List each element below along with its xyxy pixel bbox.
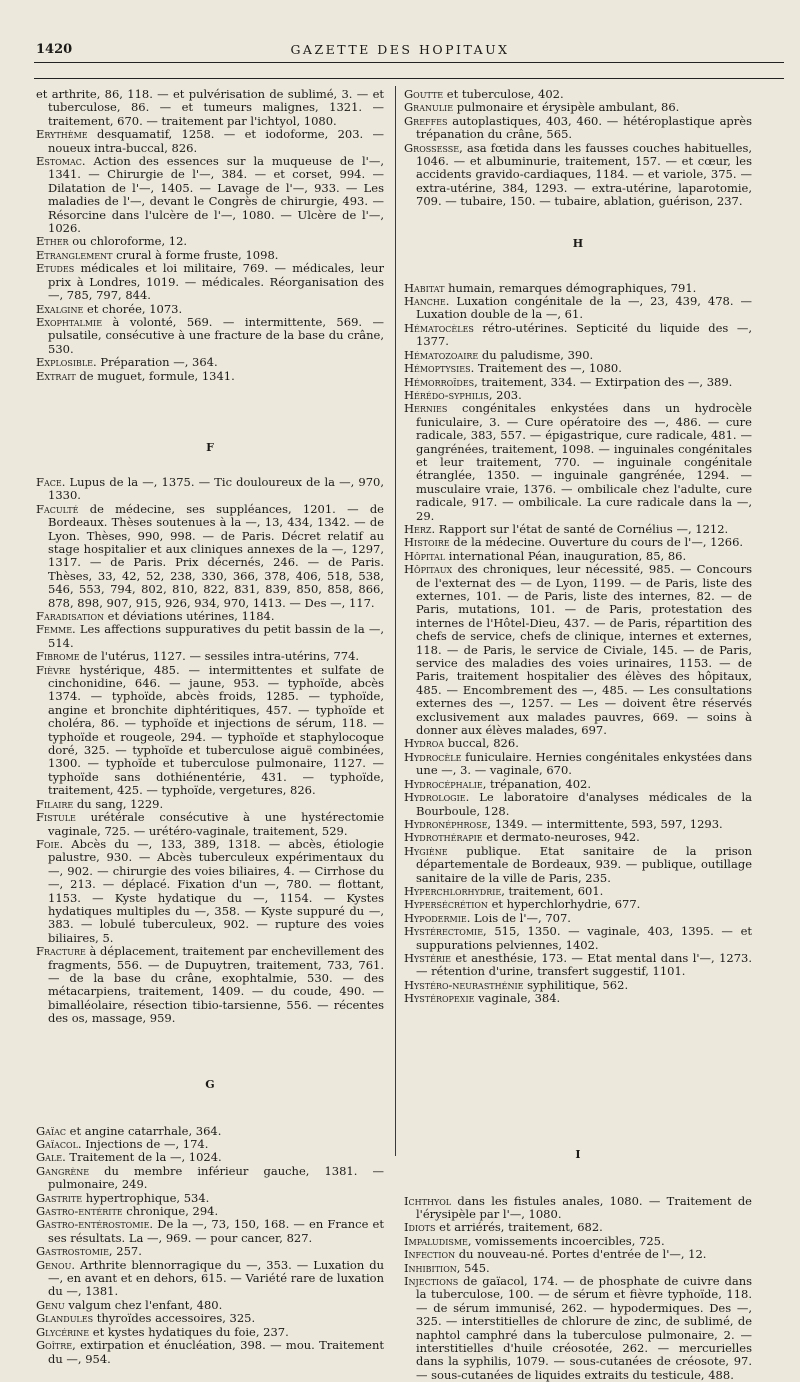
- entry-head: Fibrome: [36, 649, 80, 664]
- index-entry: [36, 155, 384, 235]
- entry-text: et tuberculose, 402.: [443, 87, 564, 101]
- entry-head: Gastrite: [36, 1190, 83, 1205]
- entry-text: dans les fistules anales, 1080. — Traitement de l'érysipèle par l'—, 1080.: [416, 1193, 752, 1221]
- entry-text: thyroïdes accessoires, 325.: [93, 1311, 256, 1326]
- entry-head: Explosible.: [36, 355, 97, 370]
- index-entry: [404, 1235, 752, 1248]
- entry-head: Fièvre: [36, 662, 71, 677]
- index-entry: [404, 295, 752, 322]
- index-entry: [36, 303, 384, 316]
- entry-head: Hérédo-syphilis,: [404, 387, 493, 402]
- entry-head: Glandules: [36, 1311, 94, 1326]
- index-entry: [404, 1195, 752, 1222]
- index-entry: [36, 798, 384, 811]
- left-column: [36, 88, 384, 1366]
- entry-head: Hypersécrétion: [404, 897, 488, 912]
- entry-text: 515, 1350. — vaginale, 403, 1395. — et suppurations pelviennes, 1402.: [416, 924, 752, 952]
- index-entry: [404, 349, 752, 362]
- index-entry: [36, 664, 384, 798]
- entry-head: Hernies: [404, 401, 448, 416]
- index-entry: [36, 1299, 384, 1312]
- index-entry: [36, 503, 384, 610]
- entry-head: Hyperchlorhydrie,: [404, 883, 505, 898]
- entry-head: Injections: [404, 1274, 459, 1289]
- index-entry: [404, 737, 752, 750]
- entry-text: traitement, 334. — Extirpation des —, 389.: [477, 374, 733, 389]
- entry-text: urétérale consécutive à une hystérectomie vaginale, 725. — urétéro-vaginale, traitement, 529.: [48, 810, 384, 838]
- entry-text: Préparation —, 364.: [96, 355, 218, 370]
- index-entry: [36, 356, 384, 369]
- entry-text: rétro-utérines. Septicité du liquide des —, 1377.: [416, 320, 752, 349]
- index-entry: [404, 898, 752, 911]
- entry-head: Hémoptysies.: [404, 361, 475, 376]
- entry-head: Hématozoaire: [404, 347, 479, 362]
- entry-text: desquamatif, 1258. — et iodoforme, 203. — noueux intra-buccal, 826.: [48, 127, 384, 155]
- index-entry: [36, 88, 384, 128]
- entry-head: Hôpitaux: [404, 562, 453, 577]
- index-entry: [36, 262, 384, 302]
- entry-text: publique. Etat sanitaire de la prison départementale de Bordeaux, 939. — publique, outillage sanitaire de la ville de Paris, 235.: [416, 843, 752, 885]
- entry-head: Hystéropexie: [404, 991, 475, 1006]
- right-column: [404, 88, 752, 1382]
- index-entry: [36, 1312, 384, 1325]
- entry-head: Genu: [36, 1297, 65, 1312]
- entry-head: Hystéro-neurasthénie: [404, 977, 524, 992]
- entry-head: Fistule: [36, 810, 76, 825]
- entry-head: Erythème: [36, 127, 88, 142]
- entry-text: 1349. — intermittente, 593, 597, 1293.: [491, 816, 723, 831]
- entry-text: et hyperchlorhydrie, 677.: [487, 897, 641, 912]
- entry-head: Hydronéphrose,: [404, 816, 492, 831]
- entry-text: chronique, 294.: [122, 1204, 219, 1219]
- index-entry: [404, 523, 752, 536]
- entry-head: Etranglement: [36, 247, 113, 262]
- entry-head: Herz.: [404, 521, 436, 536]
- entry-text: Rapport sur l'état de santé de Cornélius —, 1212.: [435, 521, 729, 536]
- index-entry: [36, 316, 384, 356]
- entry-head: Gaïac: [36, 1123, 67, 1138]
- entry-text: asa fœtida dans les fausses couches habituelles, 1046. — et albuminurie, traitement, 157. — et cœur, les accidents gravido-cardiaques, 1184. — et variole, 375. — extra-utérine, 384, 1293. — extra-utérine, laparotomie, 709. — tubaire, 150. — tubaire, ablation, guérison, 237.: [416, 140, 752, 209]
- entry-text: et dermato-neuroses, 942.: [482, 830, 640, 845]
- index-entry: [36, 811, 384, 838]
- index-entry: [404, 992, 752, 1005]
- index-entry: [404, 1248, 752, 1261]
- index-entry: [36, 838, 384, 945]
- entry-head: Foie.: [36, 836, 64, 851]
- entry-head: Femme.: [36, 622, 76, 637]
- entry-head: Exophtalmie: [36, 314, 103, 329]
- entry-text: congénitales enkystées dans un hydrocèle funiculaire, 3. — Cure opératoire des —, 486. — cure radicale, 383, 557. — épigastrique, cure radicale, 481. — gangrénées, traitement, 1098. — inguinales congénitales et leur traitement, 770. — inguinale congénitale étranglée, 1350. — inguinale gangrénée, 1294. — musculaire vraie, 1376. — ombilicale chez l'adulte, cure radicale, 917. — ombilicale. La cure radicale dans la —, 29.: [416, 401, 752, 523]
- entry-text: et arriérés, traitement, 682.: [435, 1220, 603, 1235]
- index-entry: [36, 370, 384, 383]
- index-entry: [404, 88, 752, 101]
- index-entry: [36, 476, 384, 503]
- index-entry: [404, 362, 752, 375]
- entry-text: pulmonaire et érysipèle ambulant, 86.: [453, 100, 680, 115]
- entry-head: Face.: [36, 474, 66, 489]
- entry-head: Gastrostomie,: [36, 1244, 113, 1259]
- entry-text: trépanation, 402.: [486, 776, 591, 791]
- entry-text: et chorée, 1073.: [83, 301, 183, 316]
- index-entry: [404, 751, 752, 778]
- entry-head: Extrait: [36, 368, 76, 383]
- entry-text: Lois de l'—, 707.: [470, 910, 571, 925]
- index-entry: [36, 1326, 384, 1339]
- index-entry: [404, 115, 752, 142]
- entry-text: Les affections suppuratives du petit bassin de la —, 514.: [48, 622, 384, 650]
- entry-head: Hystérie: [404, 950, 451, 965]
- index-entry: [36, 623, 384, 650]
- entry-text: hypertrophique, 534.: [82, 1190, 210, 1205]
- entry-head: Granulie: [404, 100, 454, 115]
- entry-head: Inhibition,: [404, 1260, 461, 1275]
- entry-text: et kystes hydatiques du foie, 237.: [89, 1324, 289, 1339]
- index-entry: [36, 650, 384, 663]
- index-entry: [36, 1245, 384, 1258]
- entry-text: Traitement des —, 1080.: [474, 361, 622, 376]
- index-entry: [36, 1259, 384, 1299]
- index-entry: [36, 1138, 384, 1151]
- entry-text: Action des essences sur la muqueuse de l'—, 1341. — Chirurgie de l'—, 384. — et corset, 994. — Dilatation de l'—, 1405. — Lavage de l'—, 933. — Les maladies de l'—, devant le Congrès de chirurgie, 493. — Résorcine dans l'ulcère de l'—, 1080. — Ulcère de l'—, 1026.: [48, 154, 384, 236]
- entry-text: à volonté, 569. — intermittente, 569. — pulsatile, consécutive à une fracture de la base du crâne, 530.: [48, 314, 384, 356]
- entry-text: funiculaire. Hernies congénitales enkystées dans une —, 3. — vaginale, 670.: [416, 749, 752, 778]
- index-entry: [404, 101, 752, 114]
- entry-head: Etudes: [36, 261, 75, 276]
- entry-text: à déplacement, traitement par enchevillement des fragments, 556. — de Dupuytren, traitement, 733, 761. — de la base du crâne, exophtalmie, 530. — des métacarpiens, traitement, 1409. — du coude, 490. — bimalléolaire, résection tibio-tarsienne, 556. — récentes des os, massage, 959.: [48, 944, 384, 1026]
- entry-head: Grossesse,: [404, 140, 463, 155]
- entry-text: de gaïacol, 174. — de phosphate de cuivre dans la tuberculose, 100. — de sérum et fièvre typhoïde, 118. — de sérum immunisé, 262. — hypodermiques. Des —, 325. — interstitielles de chlorure de zinc, de sublimé, de naphtol camphré dans la tuberculose pulmonaire, 2. — interstitielles d'huile créosotée, 262. — mercurielles dans la syphilis, 1079. — sous-cutanées de créosote, 97. — sous-cutanées de liquides extraits du testicule, 488.: [416, 1274, 752, 1382]
- entry-head: Hydrocéphalie,: [404, 776, 487, 791]
- index-entry: [404, 831, 752, 844]
- header-rule-top: [34, 62, 784, 63]
- entry-head: Hôpital: [404, 548, 446, 563]
- entry-head: Fracture: [36, 944, 86, 959]
- entry-text: hystérique, 485. — intermittentes et sulfate de cinchonidine, 646. — jaune, 953. — typhoïde, abcès 1374. — typhoïde, abcès froids, 1285. — typhoïde, angine et bronchite diphtéritiques, 457. — typhoïde et choléra, 86. — typhoïde et injections de sérum, 118. — typhoïde et rougeole, 294. — typhoïde et staphylocoque doré, 325. — typhoïde et tuberculose aiguë combinées, 1300. — typhoïde et tuberculose pulmonaire, 1127. — typhoïde sans dothiénentérie, 431. — typhoïde, traitement, 425. — typhoïde, vergetures, 826.: [48, 662, 384, 798]
- index-entry: [404, 376, 752, 389]
- entry-text: du sang, 1229.: [73, 796, 164, 811]
- entry-head: Gaïacol.: [36, 1137, 82, 1151]
- index-entry: [404, 142, 752, 209]
- entry-text: du paludisme, 390.: [478, 347, 594, 362]
- entry-head: Glycérine: [36, 1324, 90, 1339]
- index-entry: [404, 818, 752, 831]
- entry-head: Hydrocèle: [404, 749, 462, 764]
- index-entry: [404, 563, 752, 737]
- index-entry: [404, 550, 752, 563]
- entry-text: du membre inférieur gauche, 1381. — pulmonaire, 249.: [48, 1163, 384, 1192]
- section-letter: I: [575, 1147, 581, 1161]
- entry-text: De la —, 73, 150, 168. — en France et ses résultats. La —, 969. — pour cancer, 827.: [48, 1217, 384, 1245]
- entry-head: Greffes: [404, 113, 448, 128]
- entry-text: Luxation congénitale de la —, 23, 439, 478. — Luxation double de la —, 61.: [416, 294, 752, 322]
- index-entry: [404, 322, 752, 349]
- index-entry: [36, 1125, 384, 1138]
- entry-text: et angine catarrhale, 364.: [66, 1123, 222, 1138]
- index-entry: [36, 610, 384, 623]
- index-entry: [404, 1262, 752, 1275]
- page-number: 1420: [36, 42, 73, 57]
- entry-head: Hydrologie.: [404, 790, 470, 805]
- entry-text: autoplastiques, 403, 460. — hétéroplastique après trépanation du crâne, 565.: [416, 113, 752, 142]
- entry-text: de la médecine. Ouverture du cours de l'—, 1266.: [449, 535, 744, 550]
- entry-text: du nouveau-né. Portes d'entrée de l'—, 12.: [455, 1247, 707, 1262]
- entry-text: Traitement de la —, 1024.: [65, 1150, 222, 1165]
- index-entry: [404, 791, 752, 818]
- entry-head: Idiots: [404, 1220, 436, 1235]
- index-entry: [36, 249, 384, 262]
- entry-head: Gastro-entérostomie.: [36, 1217, 154, 1232]
- running-title: GAZETTE DES HOPITAUX: [290, 42, 510, 57]
- index-entry: [36, 1218, 384, 1245]
- entry-text: 257.: [112, 1244, 142, 1259]
- index-entry: [36, 1165, 384, 1192]
- entry-head: Infection: [404, 1247, 456, 1262]
- column-divider: [395, 86, 396, 1156]
- index-entry: [404, 282, 752, 295]
- entry-text: valgum chez l'enfant, 480.: [64, 1297, 223, 1312]
- entry-text: extirpation et énucléation, 398. — mou. Traitement du —, 954.: [48, 1338, 384, 1366]
- entry-text: humain, remarques démographiques, 791.: [444, 280, 697, 295]
- entry-text: traitement, 601.: [504, 883, 604, 898]
- entry-text: 545.: [460, 1260, 490, 1275]
- entry-text: 203.: [492, 387, 522, 402]
- entry-text: médicales et loi militaire, 769. — médicales, leur prix à Londres, 1019. — médicales. Réorganisation des —, 785, 797, 844.: [48, 261, 384, 303]
- entry-text: ou chloroforme, 12.: [68, 234, 188, 249]
- index-entry: [36, 128, 384, 155]
- entry-head: Habitat: [404, 280, 445, 295]
- entry-text: international Péan, inauguration, 85, 86.: [445, 548, 687, 563]
- index-entry: [404, 885, 752, 898]
- header-rule-bottom: [34, 78, 784, 79]
- index-entry: [404, 979, 752, 992]
- index-entry: [404, 845, 752, 885]
- entry-text: vaginale, 384.: [474, 991, 561, 1006]
- entry-text: et anesthésie, 173. — Etat mental dans l'—, 1273. — rétention d'urine, transfert suggestif, 1101.: [416, 950, 752, 979]
- entry-text: et déviations utérines, 1184.: [104, 609, 275, 623]
- entry-text: Abcès du —, 133, 389, 1318. — abcès, étiologie palustre, 930. — Abcès tuberculeux expérimentaux du —, 902. — chirurgie des voies biliaires, 4. — Cirrhose du —, 213. — déplacé. Fixation d'un —, 780. — flottant, 1153. — Kyste hydatique du —, 1154. — Kystes hydatiques multiples du —, 358. — Kyste suppuré du —, 383. — lobulé tuberculeux, 902. — rupture des voies biliaires, 5.: [48, 836, 384, 945]
- entry-head: Impaludisme,: [404, 1233, 472, 1248]
- entry-head: Faculté: [36, 501, 79, 516]
- entry-head: Faradisation: [36, 609, 105, 623]
- index-entry: [404, 402, 752, 523]
- entry-text: crural à forme fruste, 1098.: [112, 247, 279, 262]
- entry-head: Hystérectomie,: [404, 924, 487, 939]
- entry-head: Gangrène: [36, 1163, 90, 1178]
- entry-text: Lupus de la —, 1375. — Tic douloureux de la —, 970, 1330.: [48, 474, 384, 503]
- section-letter: G: [205, 1077, 215, 1091]
- entry-text: Le laboratoire d'analyses médicales de la Bourboule, 128.: [416, 790, 752, 818]
- index-entry: [404, 536, 752, 549]
- index-entry: [36, 1192, 384, 1205]
- entry-text: et arthrite, 86, 118. — et pulvérisation de sublimé, 3. — et tuberculose, 86. — et tumeurs malignes, 1321. — traitement, 670. — traitement par l'ichtyol, 1080.: [36, 87, 384, 128]
- entry-text: Injections de —, 174.: [81, 1137, 209, 1151]
- entry-text: des chroniques, leur nécessité, 985. — Concours de l'externat des — de Lyon, 1199. — de Paris, liste des externes, 101. — de Paris, liste des internes, 82. — de Paris, mutations, 101. — de Paris, protestation des internes de l'Hôtel-Dieu, 437. — de Paris, répartition des chefs de service, chefs de clinique, internes et externes, 118. — de Paris, le service de Civiale, 145. — de Paris, service des maladies des voies urinaires, 1153. — de Paris, traitement hospitalier des élèves des hôpitaux, 485. — Encombrement des —, 485. — Les consultations externes des —, 1257. — Les — doivent être réservés exclusivement aux malades pauvres, 669. — soins à donner aux élèves malades, 697.: [416, 562, 752, 738]
- index-entry: [36, 945, 384, 1025]
- entry-head: Ether: [36, 234, 69, 249]
- entry-head: Hanche.: [404, 294, 450, 309]
- entry-head: Genou.: [36, 1257, 75, 1272]
- index-entry: [404, 952, 752, 979]
- index-entry: [404, 389, 752, 402]
- entry-text: de l'utérus, 1127. — sessiles intra-utérins, 774.: [79, 649, 360, 664]
- entry-head: Hygiène: [404, 843, 448, 858]
- entry-head: Histoire: [404, 535, 450, 550]
- section-letter: H: [572, 236, 584, 250]
- index-entry: [404, 778, 752, 791]
- index-entry: [404, 1221, 752, 1234]
- entry-head: Estomac.: [36, 154, 86, 169]
- entry-head: Hémorroïdes,: [404, 374, 478, 389]
- index-entry: [404, 1275, 752, 1382]
- index-entry: [36, 235, 384, 248]
- entry-head: Gastro-entérite: [36, 1204, 123, 1219]
- entry-text: de médecine, ses suppléances, 1201. — de Bordeaux. Thèses soutenues à la —, 13, 434, 1342. — de Lyon. Thèses, 990, 998. — de Paris. Décret relatif au stage hospitalier et aux cliniques annexes de la —, 1297, 1317. — de Paris. Prix décernés, 246. — de Paris. Thèses, 33, 42, 52, 238, 330, 366, 378, 406, 518, 538, 546, 553, 794, 802, 810, 822, 831, 839, 850, 858, 866, 878, 898, 907, 915, 926, 934, 970, 1413. — Des —, 117.: [48, 501, 384, 610]
- entry-text: vomissements incoercibles, 725.: [471, 1233, 665, 1248]
- section-letter: F: [206, 440, 214, 454]
- entry-head: Hypodermie.: [404, 910, 471, 925]
- entry-text: de muguet, formule, 1341.: [75, 368, 235, 383]
- entry-head: Goître,: [36, 1338, 76, 1353]
- entry-text: syphilitique, 562.: [523, 977, 629, 992]
- entry-text: buccal, 826.: [444, 736, 519, 751]
- entry-head: Ichthyol: [404, 1193, 452, 1208]
- index-entry: [36, 1205, 384, 1218]
- entry-head: Hématocèles: [404, 320, 474, 335]
- entry-head: Hydrothérapie: [404, 830, 483, 845]
- index-entry: [36, 1151, 384, 1164]
- entry-head: Gale.: [36, 1150, 66, 1165]
- entry-text: Arthrite blennorragique du —, 353. — Luxation du —, en avant et en dehors, 615. — Variété rare de luxation du —, 1381.: [48, 1257, 384, 1299]
- entry-head: Filaire: [36, 796, 74, 811]
- index-entry: [404, 925, 752, 952]
- index-entry: [404, 912, 752, 925]
- entry-head: Goutte: [404, 87, 444, 101]
- index-entry: [36, 1339, 384, 1366]
- entry-head: Exalgine: [36, 301, 84, 316]
- entry-head: Hydroa: [404, 736, 445, 751]
